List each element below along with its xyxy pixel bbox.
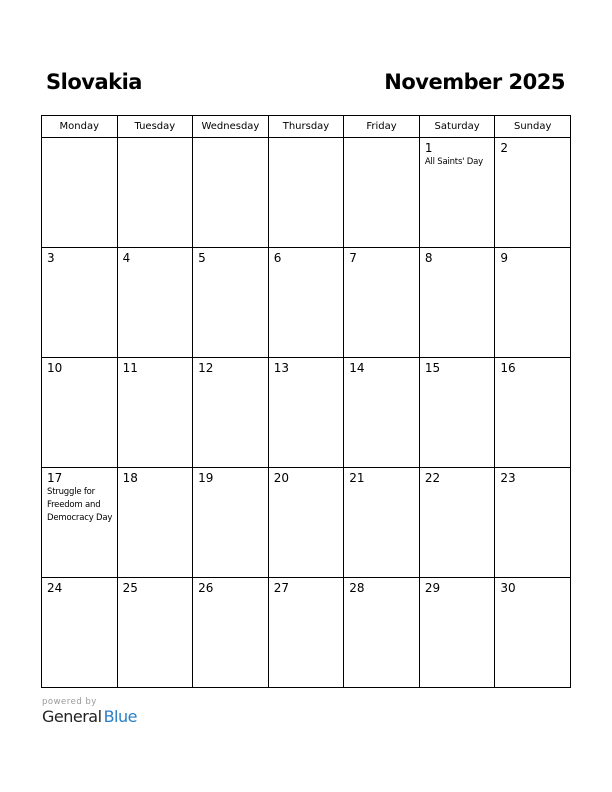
day-cell (268, 248, 344, 358)
day-number: 5 (198, 251, 206, 265)
generalblue-logo (42, 707, 137, 726)
day-number (269, 138, 344, 141)
day-number: 6 (273, 251, 282, 265)
day-cell (193, 358, 269, 468)
day-cell (42, 358, 118, 468)
powered-by-label: powered by (42, 697, 97, 707)
day-number: 10 (47, 361, 63, 375)
weekday-header-row (42, 116, 571, 138)
day-cell (42, 138, 118, 248)
brand-blue: Blue (103, 707, 137, 726)
day-cell (419, 358, 495, 468)
week-row (42, 138, 571, 248)
day-cell (42, 248, 118, 358)
day-cell (495, 578, 571, 688)
day-cell (419, 248, 495, 358)
brand-general: General (42, 707, 102, 726)
day-number: 24 (47, 581, 63, 595)
day-number: 16 (500, 361, 516, 375)
country-title: Slovakia (46, 70, 142, 94)
day-number: 18 (122, 471, 138, 485)
day-number: 14 (349, 361, 365, 375)
holiday-label: Struggle for Freedom and Democracy Day (47, 487, 113, 523)
day-number: 23 (500, 471, 516, 485)
day-number: 12 (198, 361, 214, 375)
day-number: 2 (500, 141, 509, 155)
day-cell (268, 468, 344, 578)
day-number: 9 (500, 251, 509, 265)
day-cell (344, 358, 420, 468)
day-cell (268, 138, 344, 248)
day-cell (344, 248, 420, 358)
day-cell (193, 248, 269, 358)
week-row (42, 468, 571, 578)
day-number: 29 (424, 581, 441, 595)
day-cell (42, 468, 118, 578)
day-cell (268, 358, 344, 468)
day-number (344, 138, 419, 141)
day-number: 28 (349, 581, 365, 595)
week-row (42, 248, 571, 358)
day-cell (495, 138, 571, 248)
week-row (42, 358, 571, 468)
day-cell (268, 578, 344, 688)
day-cell (495, 468, 571, 578)
day-cell (419, 138, 495, 248)
day-number: 8 (424, 251, 433, 265)
day-number: 13 (273, 361, 289, 375)
weekday-header: Monday (42, 116, 118, 138)
day-number: 11 (122, 361, 138, 375)
day-number: 15 (424, 361, 441, 375)
day-number: 26 (198, 581, 214, 595)
day-cell (193, 138, 269, 248)
day-cell (117, 468, 193, 578)
weekday-header: Wednesday (193, 116, 269, 138)
day-number: 27 (273, 581, 289, 595)
day-number: 4 (122, 251, 131, 265)
weekday-header: Thursday (268, 116, 344, 138)
month-year-title: November 2025 (384, 70, 565, 94)
day-number: 7 (349, 251, 357, 265)
day-number: 17 (47, 471, 63, 485)
day-cell (495, 248, 571, 358)
day-cell (117, 578, 193, 688)
weekday-header: Sunday (495, 116, 571, 138)
day-number: 30 (500, 581, 516, 595)
day-cell (419, 468, 495, 578)
holiday-label: All Saints' Day (424, 157, 483, 167)
day-cell (117, 248, 193, 358)
day-cell (193, 468, 269, 578)
day-number: 20 (273, 471, 289, 485)
weekday-header: Tuesday (117, 116, 193, 138)
day-cell (419, 578, 495, 688)
day-number: 3 (47, 251, 55, 265)
calendar-grid (41, 115, 571, 688)
day-number: 22 (424, 471, 441, 485)
day-cell (344, 468, 420, 578)
day-cell (117, 358, 193, 468)
day-cell (344, 138, 420, 248)
day-number: 21 (349, 471, 365, 485)
day-number: 19 (198, 471, 214, 485)
day-cell (42, 578, 118, 688)
day-number: 25 (122, 581, 138, 595)
day-number (193, 138, 268, 141)
day-number (118, 138, 193, 141)
weekday-header: Saturday (419, 116, 495, 138)
day-cell (193, 578, 269, 688)
day-cell (117, 138, 193, 248)
day-cell (344, 578, 420, 688)
day-number: 1 (424, 141, 433, 155)
footer-branding (42, 697, 137, 726)
weekday-header: Friday (344, 116, 420, 138)
week-row (42, 578, 571, 688)
day-number (42, 138, 117, 141)
day-cell (495, 358, 571, 468)
